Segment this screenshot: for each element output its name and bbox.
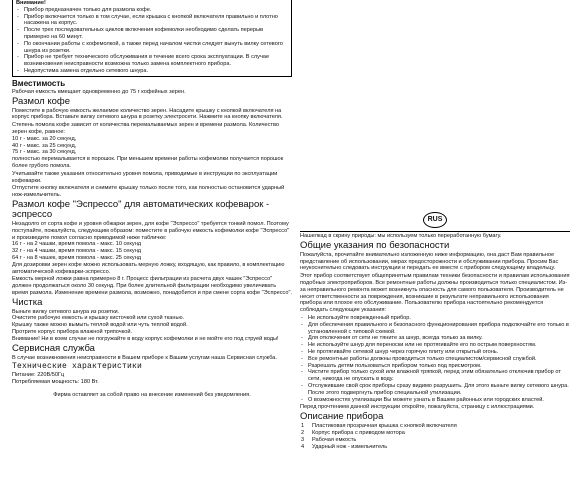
divider <box>300 231 570 232</box>
list-item: - О возможностях утилизации Вы можете узнать в Вашем районных или городских властей. <box>300 397 570 404</box>
list-item: - Прибор не требует технического обслуживания в течение всего срока эксплуатации. В случае возникновения неисправности возможна только замена комплектного прибора. <box>16 54 288 68</box>
espresso-table-row: 16 г - на 2 чашки, время помола - макс. 10 секунд <box>12 241 142 248</box>
cleaning-line: Крышку также можно вымыть теплой водой или чуть теплой водой. <box>12 322 188 329</box>
list-item: - После трех последовательных циклов включения кофемолки необходимо сделать перерыв примерно на 60 минут. <box>16 27 288 41</box>
list-item: - Разрешать детям пользоваться прибором только под присмотром. <box>300 363 570 370</box>
left-column <box>12 0 292 400</box>
safety-heading: Общие указания по безопасности <box>300 239 450 251</box>
parts-list <box>300 423 570 450</box>
language-badge: RUS <box>423 212 447 228</box>
capacity-text: Рабочая емкость вмещает одновременно до 75 г кофейных зерен. <box>12 88 186 95</box>
cleaning-line: Выньте вилку сетевого шнура из розетки. <box>12 308 120 315</box>
safety-p1: Пожалуйста, прочитайте внимательно изложенную ниже информацию, она даст Вам правильное представление об использовании, мерах предосторожности и обслуживании прибора. Просим Вас неукоснительно следовать инструкции и передать ее вместе с прибором следующему владельцу. <box>300 251 559 272</box>
list-item: - Не протягивайте сетевой шнур через горячую плиту или открытый огонь. <box>300 349 570 356</box>
recycle-note: Нашелкад в скрину природы: мы используем только переработанную бумагу. <box>300 233 502 239</box>
grinding-heading: Размол кофе <box>12 95 70 107</box>
cleaning-heading: Чистка <box>12 296 43 308</box>
service-text: В случае возникновения неисправности в Вашем приборе к Вашим услугам наша Сервисная служба. <box>12 354 277 361</box>
warning-list <box>16 7 288 75</box>
safety-p2: Этот прибор соответствует общепринятым правилам техники безопасности и правилам использования подобных электроприборов. Все ремонтные работы должны производиться только специалистом. Из-за неправильного ремонта может возникнуть опасность для самого пользователя. Производитель не несет ответственности за повреждения, возникшие в результате неправильного использования прибора или плохое его обслуживание. Пользователю прибора настоятельно рекомендуется соблюдать следующие указания: <box>300 273 570 314</box>
list-item: - Для отключения от сети не тяните за шнур, всегда только за вилку. <box>300 335 570 342</box>
espresso-table-row: 32 г - на 4 чашки, время помола - макс. 15 секунд <box>12 248 142 255</box>
capacity-heading: Вместимость <box>12 78 66 88</box>
list-item: - По окончании работы с кофемолкой, а также перед началом чистки следует вынуть вилку сетевого шнура из розетки. <box>16 41 288 55</box>
list-item: - Все ремонтные работы должны проводиться только специалистом/сервисной службой. <box>300 356 570 363</box>
grinding-p2: Степень помола кофе зависит от количества перемалываемых зерен и времени размола. Количество зерен кофе, равное: <box>12 122 280 135</box>
list-item: - Недопустима замена отдельно сетевого шнура. <box>16 68 288 75</box>
list-item: - Прибор включается только в том случае, если крышка с кнопкой включателя правильно и плотно насажена на корпус. <box>16 14 288 28</box>
grinding-amount: 75 г - макс. за 30 секунд, <box>12 149 77 156</box>
list-item: - Не используйте поврежденный прибор. <box>300 315 570 322</box>
illustration-note: Перед прочтением данной инструкции откройте, пожалуйста, страницу с иллюстрациями. <box>300 404 535 411</box>
safety-list <box>300 315 570 403</box>
right-column <box>300 212 570 450</box>
description-heading: Описание прибора <box>300 411 384 423</box>
list-item: - Прибор предназначен только для размола кофе. <box>16 7 288 14</box>
grinding-p1: Поместите в рабочую емкость желаемое количество зерен. Насадите крышку с кнопкой включателя на корпус прибора. Вставьте вилку сетевого шнура в розетку электросети. Нажмите на кнопку включателя. <box>12 107 283 121</box>
list-item: 1 Пластиковая прозрачная крышка с кнопкой включателя <box>301 423 457 430</box>
cleaning-line: Очистите рабочую емкость и крышку кисточкой или сухой тканью. <box>12 315 185 322</box>
grinding-amount: 10 г - макс. за 20 секунд, <box>12 135 77 142</box>
espresso-heading: Размол кофе "Эспрессо" для автоматических кофеварок - эспрессо <box>12 198 270 220</box>
service-heading: Сервисная служба <box>12 342 95 354</box>
grinding-amount: 40 г - макс. за 25 секунд, <box>12 142 77 149</box>
warning-heading: Внимание! <box>16 0 46 6</box>
warning-box <box>12 0 292 77</box>
espresso-p3: Емкость мерной ложки равна примерно 8 г. Процесс фильтрации из расчета двух чашек "Эспрессо" должен продолжаться около 30 секунд. При более длительной фильтрации необходимо увеличивать время размола. Изменение времени размола, возможно, понадобится и при смене сорта кофе "Эспрессо". <box>12 276 293 296</box>
specs-heading: Технические характеристики <box>12 362 143 372</box>
cleaning-line: Протрите корпус прибора влажной тряпочкой. <box>12 329 132 336</box>
espresso-table-row: 64 г - на 8 чашек, время помола - макс. 25 секунд <box>12 254 142 261</box>
specs-power: Потребляемая мощность: 180 Вт. <box>12 379 99 386</box>
grinding-p3: полностью перемалывается в порошок. При меньшем времени работы кофемолки получается порошок более грубого помола. <box>12 156 284 169</box>
list-item: - Чистите прибор только сухой или влажной тряпкой, перед этим обязательно отключив прибор от сети, никогда не опускать в воду. <box>300 369 570 383</box>
list-item: - Для обеспечения правильного и безопасного функционирования прибора подключайте его только в установленной с типовой схемой. <box>300 322 570 336</box>
footer-note: Фирма оставляет за собой право на внесение изменений без уведомления. <box>53 392 251 399</box>
grinding-p5: Отпустите кнопку включателя и снимите крышку только после того, как полностью остановится ударный нож-измельчитель. <box>12 185 285 199</box>
list-item: 4 Ударный нож - измельчитель <box>301 443 388 450</box>
list-item: 2 Корпус прибора с приводом мотора <box>301 429 405 436</box>
list-item: 3 Рабочая емкость <box>301 436 357 443</box>
specs-voltage: Питание: 220В/50Гц <box>12 372 65 379</box>
list-item: - Не используйте шнур для переноски или не протягивайте его по острым поверхностям. <box>300 342 570 349</box>
espresso-p2: Для дозировки зерен кофе можно использовать мерную ложку, входящую, как правило, в комплектацию автоматической кофеварки-эспрессо. <box>12 261 285 275</box>
list-item: - Отслужившие свой срок приборы сразу видимо разрушить. Для этого выньте вилку сетевого шнура. После этого подвергнуть прибор специальной утилизации. <box>300 383 570 397</box>
grinding-p4: Учитывайте также указания относительно уровня помола, приводимые в инструкции по эксплуатации кофеварки. <box>12 170 278 184</box>
espresso-p1: Незадолго от сорта кофе и уровня обжарки зерен, для кофе "Эспрессо" требуется тонкий помол. Поэтому поступайте, пожалуйста, следующим образом: поместите в рабочую емкость кофемолки кофе "Эспрессо" и произведите помол согласно приводимой ниже табличке: <box>12 220 290 241</box>
cleaning-line: Внимание! Ни в коем случае не погружайте в воду корпус кофемолки и не мойте его под струей воды! <box>12 335 279 342</box>
